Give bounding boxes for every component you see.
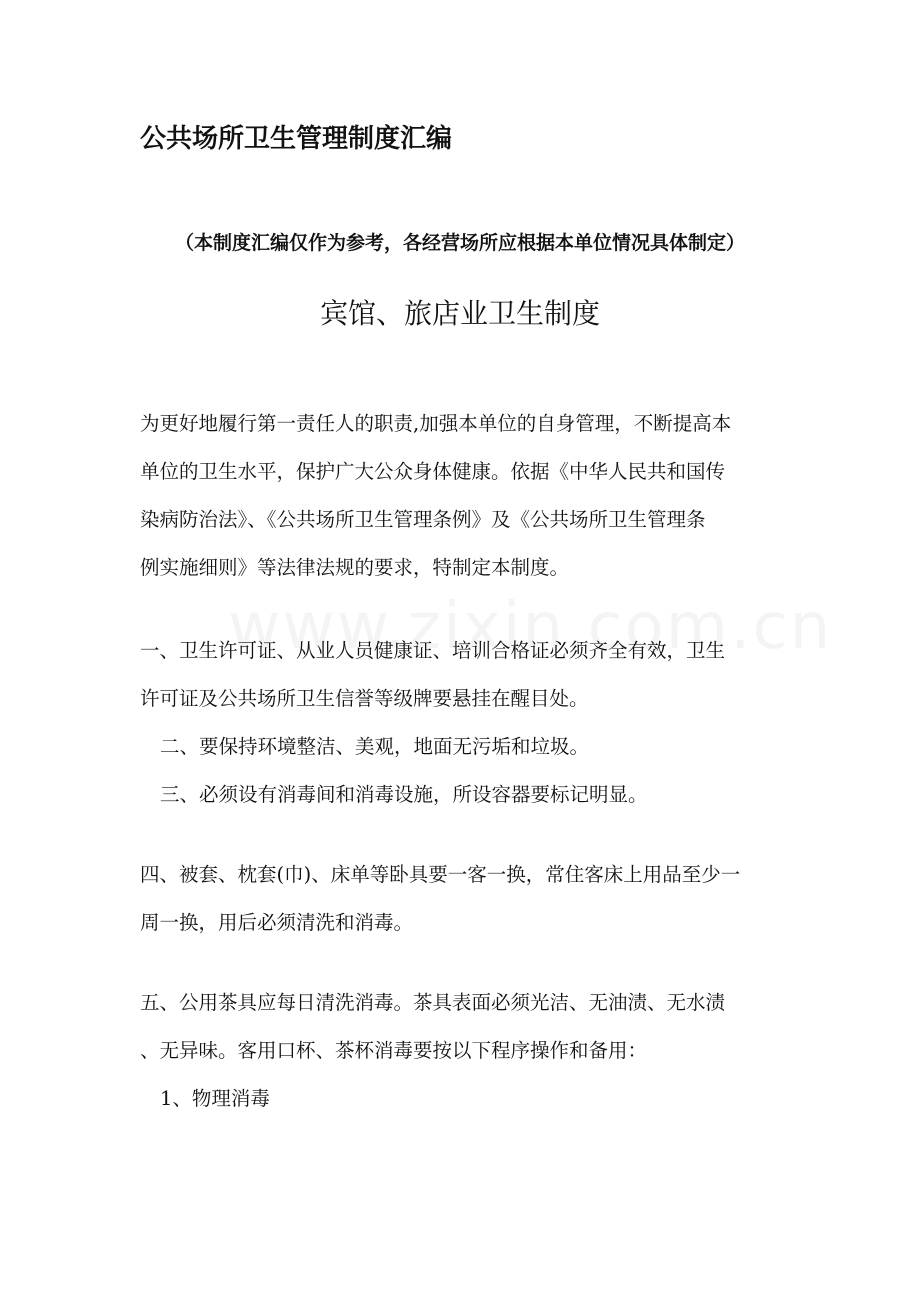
paragraph-line: 周一换，用后必须清洗和消毒。 (140, 911, 414, 934)
sub-item-one (160, 1075, 800, 1123)
paragraph-line: 1、物理消毒 (160, 1087, 270, 1110)
rule-item-four (140, 851, 780, 947)
paragraph-line: 例实施细则》等法律法规的要求，特制定本制度。 (140, 556, 570, 579)
rule-item-three (160, 771, 800, 819)
paragraph-line: 三、必须设有消毒间和消毒设施，所设容器要标记明显。 (160, 783, 648, 806)
document-title: 公共场所卫生管理制度汇编 (140, 124, 453, 154)
paragraph-line: 染病防治法》、《公共场所卫生管理条例》及《公共场所卫生管理条 (140, 508, 706, 531)
rule-item-one (140, 627, 780, 723)
paragraph-line: 二、要保持环境整洁、美观，地面无污垢和垃圾。 (160, 735, 590, 758)
paragraph-line: 单位的卫生水平，保护广大公众身体健康。依据《中华人民共和国传 (140, 460, 726, 483)
intro-paragraph (140, 400, 780, 592)
rule-item-five (140, 979, 780, 1075)
reference-note: （本制度汇编仅作为参考，各经营场所应根据本单位情况具体制定） (174, 232, 745, 254)
rule-item-two (160, 723, 800, 771)
paragraph-line: 四、被套、枕套(巾)、床单等卧具要一客一换，常住客床上用品至少一 (140, 863, 741, 886)
paragraph-line: 许可证及公共场所卫生信誉等级牌要悬挂在醒目处。 (140, 687, 589, 710)
paragraph-line: 为更好地履行第一责任人的职责,加强本单位的自身管理，不断提高本 (140, 412, 732, 435)
paragraph-line: 一、卫生许可证、从业人员健康证、培训合格证必须齐全有效，卫生 (140, 639, 726, 662)
paragraph-line: 五、公用茶具应每日清洗消毒。茶具表面必须光洁、无油渍、无水渍 (140, 991, 726, 1014)
section-title: 宾馆、旅店业卫生制度 (319, 297, 600, 330)
paragraph-line: 、无异味。客用口杯、茶杯消毒要按以下程序操作和备用： (140, 1039, 648, 1062)
